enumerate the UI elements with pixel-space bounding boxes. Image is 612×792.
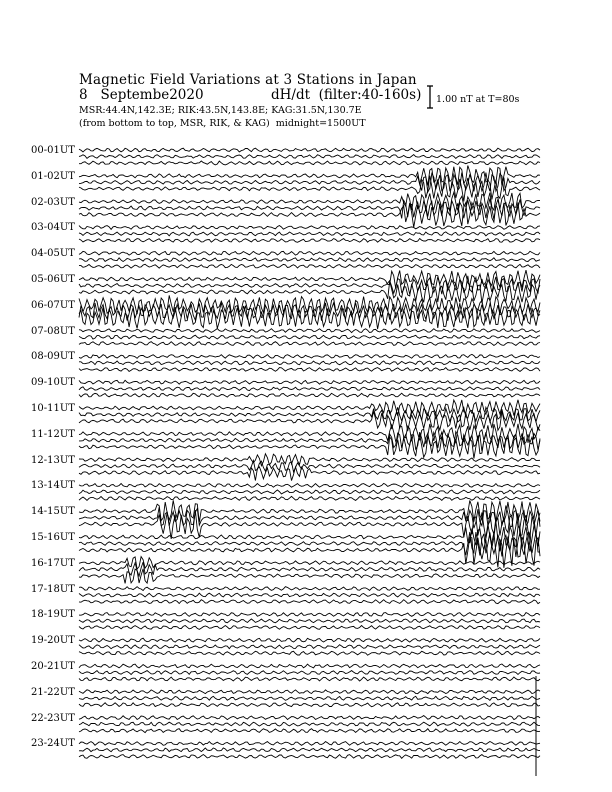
- hour-label: 01-02UT: [31, 170, 75, 182]
- trace-msr-16-17UT: [79, 569, 540, 584]
- hour-label: 23-24UT: [31, 738, 75, 750]
- trace-kag-18-19UT: [79, 613, 540, 617]
- trace-msr-01-02UT: [79, 176, 540, 202]
- hour-label: 06-07UT: [31, 299, 75, 311]
- chart-title: Magnetic Field Variations at 3 Stations in Japan: [79, 72, 417, 88]
- trace-msr-19-20UT: [79, 651, 540, 655]
- trace-msr-00-01UT: [79, 161, 540, 165]
- trace-kag-12-13UT: [79, 454, 540, 466]
- trace-rik-20-21UT: [79, 671, 540, 675]
- hour-label: 03-04UT: [31, 222, 75, 234]
- trace-msr-09-10UT: [79, 393, 540, 397]
- trace-rik-04-05UT: [79, 258, 540, 262]
- hour-label: 21-22UT: [31, 686, 75, 698]
- order-text: (from bottom to top, MSR, RIK, & KAG): [79, 118, 270, 129]
- trace-kag-03-04UT: [79, 226, 540, 230]
- trace-msr-04-05UT: [79, 264, 540, 268]
- hour-label: 17-18UT: [31, 583, 75, 595]
- trace-msr-07-08UT: [79, 342, 540, 346]
- trace-kag-07-08UT: [79, 329, 540, 333]
- trace-msr-22-23UT: [79, 729, 540, 733]
- scale-bar-label: 1.00 nT at T=80s: [436, 94, 520, 105]
- trace-kag-13-14UT: [79, 483, 540, 487]
- trace-msr-17-18UT: [79, 600, 540, 604]
- trace-rik-09-10UT: [79, 387, 540, 391]
- trace-msr-21-22UT: [79, 703, 540, 707]
- trace-rik-08-09UT: [79, 361, 540, 365]
- trace-msr-18-19UT: [79, 626, 540, 630]
- date-day: 8: [79, 87, 88, 103]
- hour-label: 12-13UT: [31, 454, 75, 466]
- trace-rik-13-14UT: [79, 490, 540, 494]
- trace-rik-18-19UT: [79, 619, 540, 623]
- hour-label: 00-01UT: [31, 145, 75, 156]
- trace-kag-00-01UT: [79, 148, 540, 152]
- trace-rik-23-24UT: [79, 748, 540, 752]
- trace-rik-12-13UT: [79, 461, 540, 472]
- scale-bar: [427, 86, 433, 108]
- hour-label: 10-11UT: [31, 403, 75, 414]
- trace-rik-07-08UT: [79, 335, 540, 339]
- hour-label: 11-12UT: [31, 428, 75, 440]
- trace-rik-17-18UT: [79, 593, 540, 597]
- trace-msr-08-09UT: [79, 368, 540, 372]
- trace-msr-20-21UT: [79, 677, 540, 681]
- hour-label: 04-05UT: [31, 248, 75, 260]
- stations-line: MSR:44.4N,142.3E; RIK:43.5N,143.8E; KAG:31.5N,130.7E: [79, 105, 362, 116]
- trace-kag-05-06UT: [79, 270, 540, 288]
- trace-kag-19-20UT: [79, 638, 540, 642]
- hour-label: 22-23UT: [31, 712, 75, 724]
- date-year: 2020: [169, 87, 204, 103]
- trace-rik-10-11UT: [79, 407, 540, 422]
- trace-kag-23-24UT: [79, 742, 540, 746]
- trace-kag-20-21UT: [79, 664, 540, 668]
- trace-kag-09-10UT: [79, 380, 540, 384]
- parameter-label: dH/dt: [271, 87, 311, 103]
- trace-rik-22-23UT: [79, 722, 540, 726]
- trace-kag-01-02UT: [79, 166, 540, 186]
- trace-kag-17-18UT: [79, 587, 540, 591]
- hour-label: 02-03UT: [31, 196, 75, 208]
- hour-label: 13-14UT: [31, 480, 75, 492]
- trace-rik-14-15UT: [79, 506, 540, 529]
- trace-rik-11-12UT: [79, 432, 540, 452]
- trace-kag-04-05UT: [79, 251, 540, 255]
- date-month: Septembe: [100, 87, 170, 103]
- trace-msr-13-14UT: [79, 496, 540, 500]
- trace-rik-00-01UT: [79, 155, 540, 159]
- hour-label: 14-15UT: [31, 506, 75, 518]
- trace-kag-21-22UT: [79, 690, 540, 694]
- trace-kag-14-15UT: [79, 500, 540, 522]
- hour-label: 05-06UT: [31, 274, 75, 285]
- trace-rik-19-20UT: [79, 645, 540, 649]
- trace-rik-21-22UT: [79, 696, 540, 700]
- trace-msr-06-07UT: [79, 306, 540, 329]
- trace-kag-08-09UT: [79, 354, 540, 358]
- trace-kag-15-16UT: [79, 522, 540, 552]
- trace-msr-03-04UT: [79, 239, 540, 243]
- hour-label: 09-10UT: [31, 377, 75, 389]
- trace-msr-12-13UT: [79, 467, 540, 481]
- hour-label: 08-09UT: [31, 351, 75, 363]
- midnight-text: midnight=1500UT: [275, 118, 366, 129]
- hour-label: 16-17UT: [31, 557, 75, 569]
- hour-label: 18-19UT: [31, 609, 75, 621]
- trace-msr-23-24UT: [79, 755, 540, 759]
- hour-label: 15-16UT: [31, 532, 75, 543]
- hour-label: 20-21UT: [31, 661, 75, 672]
- filter-label: (filter:40-160s): [318, 87, 422, 103]
- hour-label: 19-20UT: [31, 635, 75, 647]
- trace-rik-03-04UT: [79, 232, 540, 236]
- hour-label: 07-08UT: [31, 325, 75, 337]
- trace-kag-22-23UT: [79, 716, 540, 720]
- trace-group: [79, 148, 540, 776]
